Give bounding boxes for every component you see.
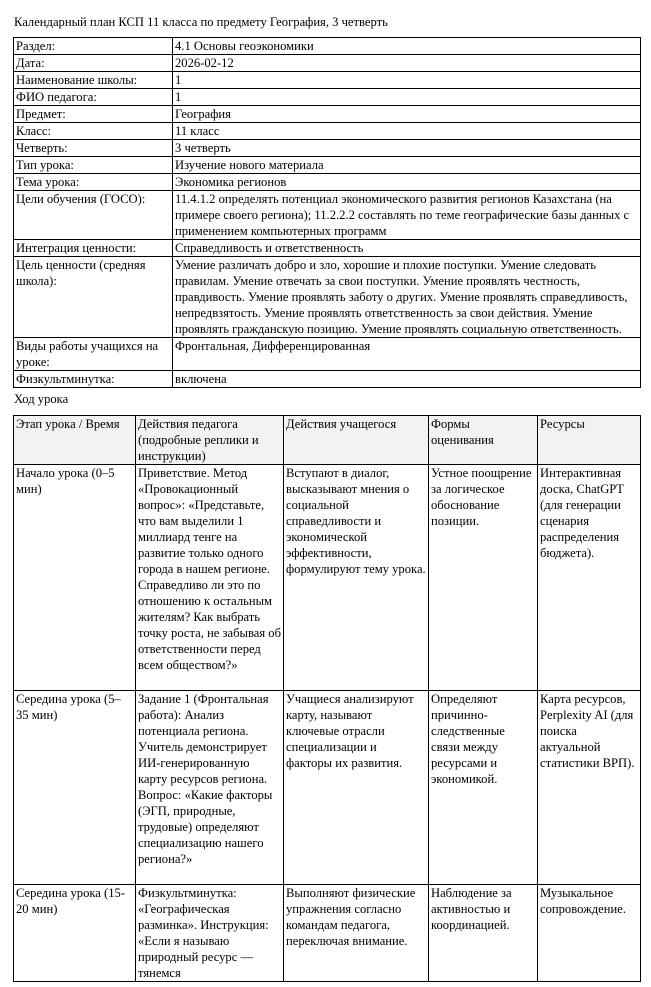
info-value: 11.4.1.2 определять потенциал экономического развития регионов Казахстана (на примере своего региона); 11.2.2.2 составлять по теме географические базы данных с применением компьютерных программ [173, 191, 641, 240]
info-label: Четверть: [14, 140, 173, 157]
cell-assessment: Наблюдение за активностью и координацией. [429, 885, 538, 982]
info-value: включена [173, 371, 641, 388]
plan-row [14, 465, 641, 691]
info-label: Класс: [14, 123, 173, 140]
info-row [14, 55, 641, 72]
info-row [14, 338, 641, 371]
info-row [14, 89, 641, 106]
cell-teacher-actions: Приветствие. Метод «Провокационный вопрос»: «Представьте, что вам выделили 1 миллиард тенге на развитие только одного города в нашем регионе. Справедливо ли это по отношению к остальным жителям? Как выбрать точку роста, не забывая об ответственности перед всем обществом?» [136, 465, 284, 691]
info-value: Умение различать добро и зло, хорошие и плохие поступки. Умение следовать правилам. Умение отвечать за свои поступки. Умение проявлять честность, правдивость. Умение проявлять заботу о других. Умение проявлять справедливость, непредвзятость. Умение проявлять ответственность за свои действия. Умение проявлять гражданскую позицию. Умение проявлять социальную ответственность. [173, 257, 641, 338]
info-label: ФИО педагога: [14, 89, 173, 106]
info-value: Изучение нового материала [173, 157, 641, 174]
lesson-flow-heading: Ход урока [14, 392, 69, 406]
cell-resources: Музыкальное сопровождение. [538, 885, 641, 982]
plan-row [14, 885, 641, 982]
info-row [14, 174, 641, 191]
info-label: Предмет: [14, 106, 173, 123]
info-value: 3 четверть [173, 140, 641, 157]
cell-stage: Середина урока (15-20 мин) [14, 885, 136, 982]
info-row [14, 240, 641, 257]
header-stage: Этап урока / Время [14, 416, 136, 465]
info-row [14, 72, 641, 89]
info-label: Физкультминутка: [14, 371, 173, 388]
cell-resources: Интерактивная доска, ChatGPT (для генерации сценария распределения бюджета). [538, 465, 641, 691]
info-label: Дата: [14, 55, 173, 72]
header-resources: Ресурсы [538, 416, 641, 465]
info-value: География [173, 106, 641, 123]
info-label: Раздел: [14, 38, 173, 55]
cell-teacher-actions: Задание 1 (Фронтальная работа): Анализ потенциала региона. Учитель демонстрирует ИИ-генерированную карту ресурсов региона. Вопрос: «Какие факторы (ЭГП, природные, трудовые) определяют специализацию нашего региона?» [136, 691, 284, 885]
info-row [14, 257, 641, 338]
cell-teacher-actions: Физкультминутка: «Географическая разминка». Инструкция: «Если я называю природный ресурс — тянемся [136, 885, 284, 982]
info-value: 1 [173, 89, 641, 106]
plan-row [14, 691, 641, 885]
info-row [14, 38, 641, 55]
document-title: Календарный план КСП 11 класса по предмету География, 3 четверть [14, 15, 388, 29]
info-label: Интеграция ценности: [14, 240, 173, 257]
info-row [14, 123, 641, 140]
lesson-info-table [13, 37, 641, 388]
info-row [14, 157, 641, 174]
info-label: Виды работы учащихся на уроке: [14, 338, 173, 371]
info-row [14, 106, 641, 123]
lesson-plan-table [13, 415, 641, 982]
info-row [14, 140, 641, 157]
info-value: 2026-02-12 [173, 55, 641, 72]
cell-resources: Карта ресурсов, Perplexity AI (для поиска актуальной статистики ВРП). [538, 691, 641, 885]
cell-assessment: Определяют причинно-следственные связи между ресурсами и экономикой. [429, 691, 538, 885]
info-value: 4.1 Основы геоэкономики [173, 38, 641, 55]
cell-stage: Начало урока (0–5 мин) [14, 465, 136, 691]
info-label: Тема урока: [14, 174, 173, 191]
header-assessment: Формы оценивания [429, 416, 538, 465]
info-row [14, 191, 641, 240]
info-value: 1 [173, 72, 641, 89]
cell-student-actions: Учащиеся анализируют карту, называют ключевые отрасли специализации и факторы их развития. [284, 691, 429, 885]
cell-stage: Середина урока (5–35 мин) [14, 691, 136, 885]
info-label: Цели обучения (ГОСО): [14, 191, 173, 240]
info-label: Цель ценности (средняя школа): [14, 257, 173, 338]
info-row [14, 371, 641, 388]
cell-student-actions: Выполняют физические упражнения согласно командам педагога, переключая внимание. [284, 885, 429, 982]
plan-header-row [14, 416, 641, 465]
info-label: Тип урока: [14, 157, 173, 174]
info-value: Экономика регионов [173, 174, 641, 191]
cell-assessment: Устное поощрение за логическое обоснование позиции. [429, 465, 538, 691]
cell-student-actions: Вступают в диалог, высказывают мнения о социальной справедливости и экономической эффективности, формулируют тему урока. [284, 465, 429, 691]
header-student-actions: Действия учащегося [284, 416, 429, 465]
info-value: Фронтальная, Дифференцированная [173, 338, 641, 371]
header-teacher-actions: Действия педагога (подробные реплики и инструкции) [136, 416, 284, 465]
info-label: Наименование школы: [14, 72, 173, 89]
info-value: 11 класс [173, 123, 641, 140]
info-value: Справедливость и ответственность [173, 240, 641, 257]
